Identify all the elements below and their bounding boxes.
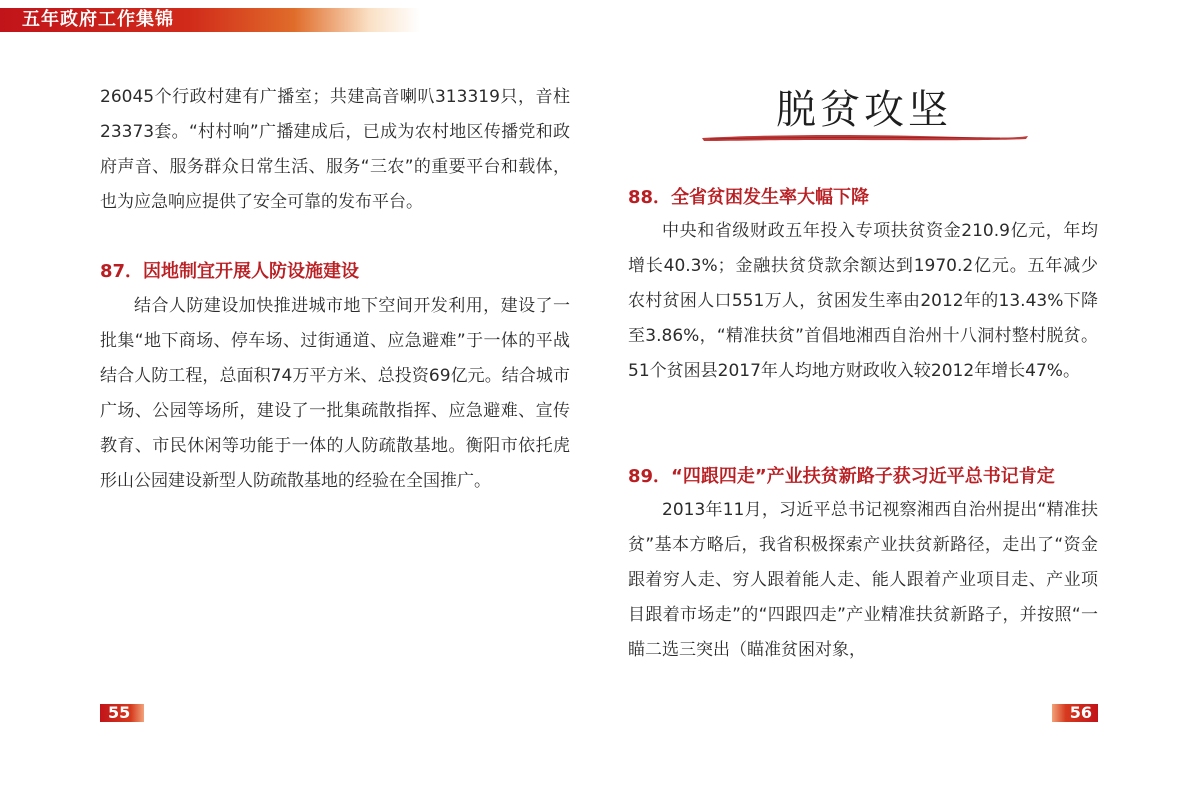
section-89-heading: 89．“四跟四走”产业扶贫新路子获习近平总书记肯定	[628, 466, 1055, 487]
left-page-continued	[100, 80, 570, 220]
section-87-heading: 87．因地制宜开展人防设施建设	[100, 261, 360, 282]
section-89	[628, 465, 1098, 668]
page-number-right: 56	[1052, 704, 1098, 722]
section-87-body: 结合人防建设加快推进城市地下空间开发利用，建设了一批集“地下商场、停车场、过街通道、应急避难”于一体的平战结合人防工程，总面积74万平方米、总投资69亿元。结合城市广场、公园等场所，建设了一批集疏散指挥、应急避难、宣传教育、市民休闲等功能于一体的人防疏散基地。衡阳市依托虎形山公园建设新型人防疏散基地的经验在全国推广。	[100, 296, 570, 491]
section-88	[628, 186, 1098, 389]
section-88-body: 中央和省级财政五年投入专项扶贫资金210.9亿元，年均增长40.3%；金融扶贫贷款余额达到1970.2亿元。五年减少农村贫困人口551万人，贫困发生率由2012年的13.43%下降至3.86%，“精准扶贫”首倡地湘西自治州十八洞村整村脱贫。51个贫困县2017年人均地方财政收入较2012年增长47%。	[628, 221, 1098, 381]
header-banner	[0, 8, 420, 32]
chapter-title: 脱贫攻坚	[776, 87, 952, 133]
header-title: 五年政府工作集锦	[22, 9, 174, 30]
section-87	[100, 260, 570, 499]
page-number-left: 55	[100, 704, 144, 722]
section-89-body: 2013年11月，习近平总书记视察湘西自治州提出“精准扶贫”基本方略后，我省积极探索产业扶贫新路径，走出了“资金跟着穷人走、穷人跟着能人走、能人跟着产业项目走、产业项目跟着市场走”的“四跟四走”产业精准扶贫新路子，并按照“一瞄二选三突出（瞄准贫困对象，	[628, 500, 1098, 660]
chapter-title-block	[700, 86, 1030, 146]
section-88-heading: 88．全省贫困发生率大幅下降	[628, 187, 870, 208]
brush-stroke-decoration	[700, 130, 1030, 144]
continued-paragraph: 26045个行政村建有广播室；共建高音喇叭313319只，音柱23373套。“村村响”广播建成后，已成为农村地区传播党和政府声音、服务群众日常生活、服务“三农”的重要平台和载体，也为应急响应提供了安全可靠的发布平台。	[100, 87, 570, 212]
